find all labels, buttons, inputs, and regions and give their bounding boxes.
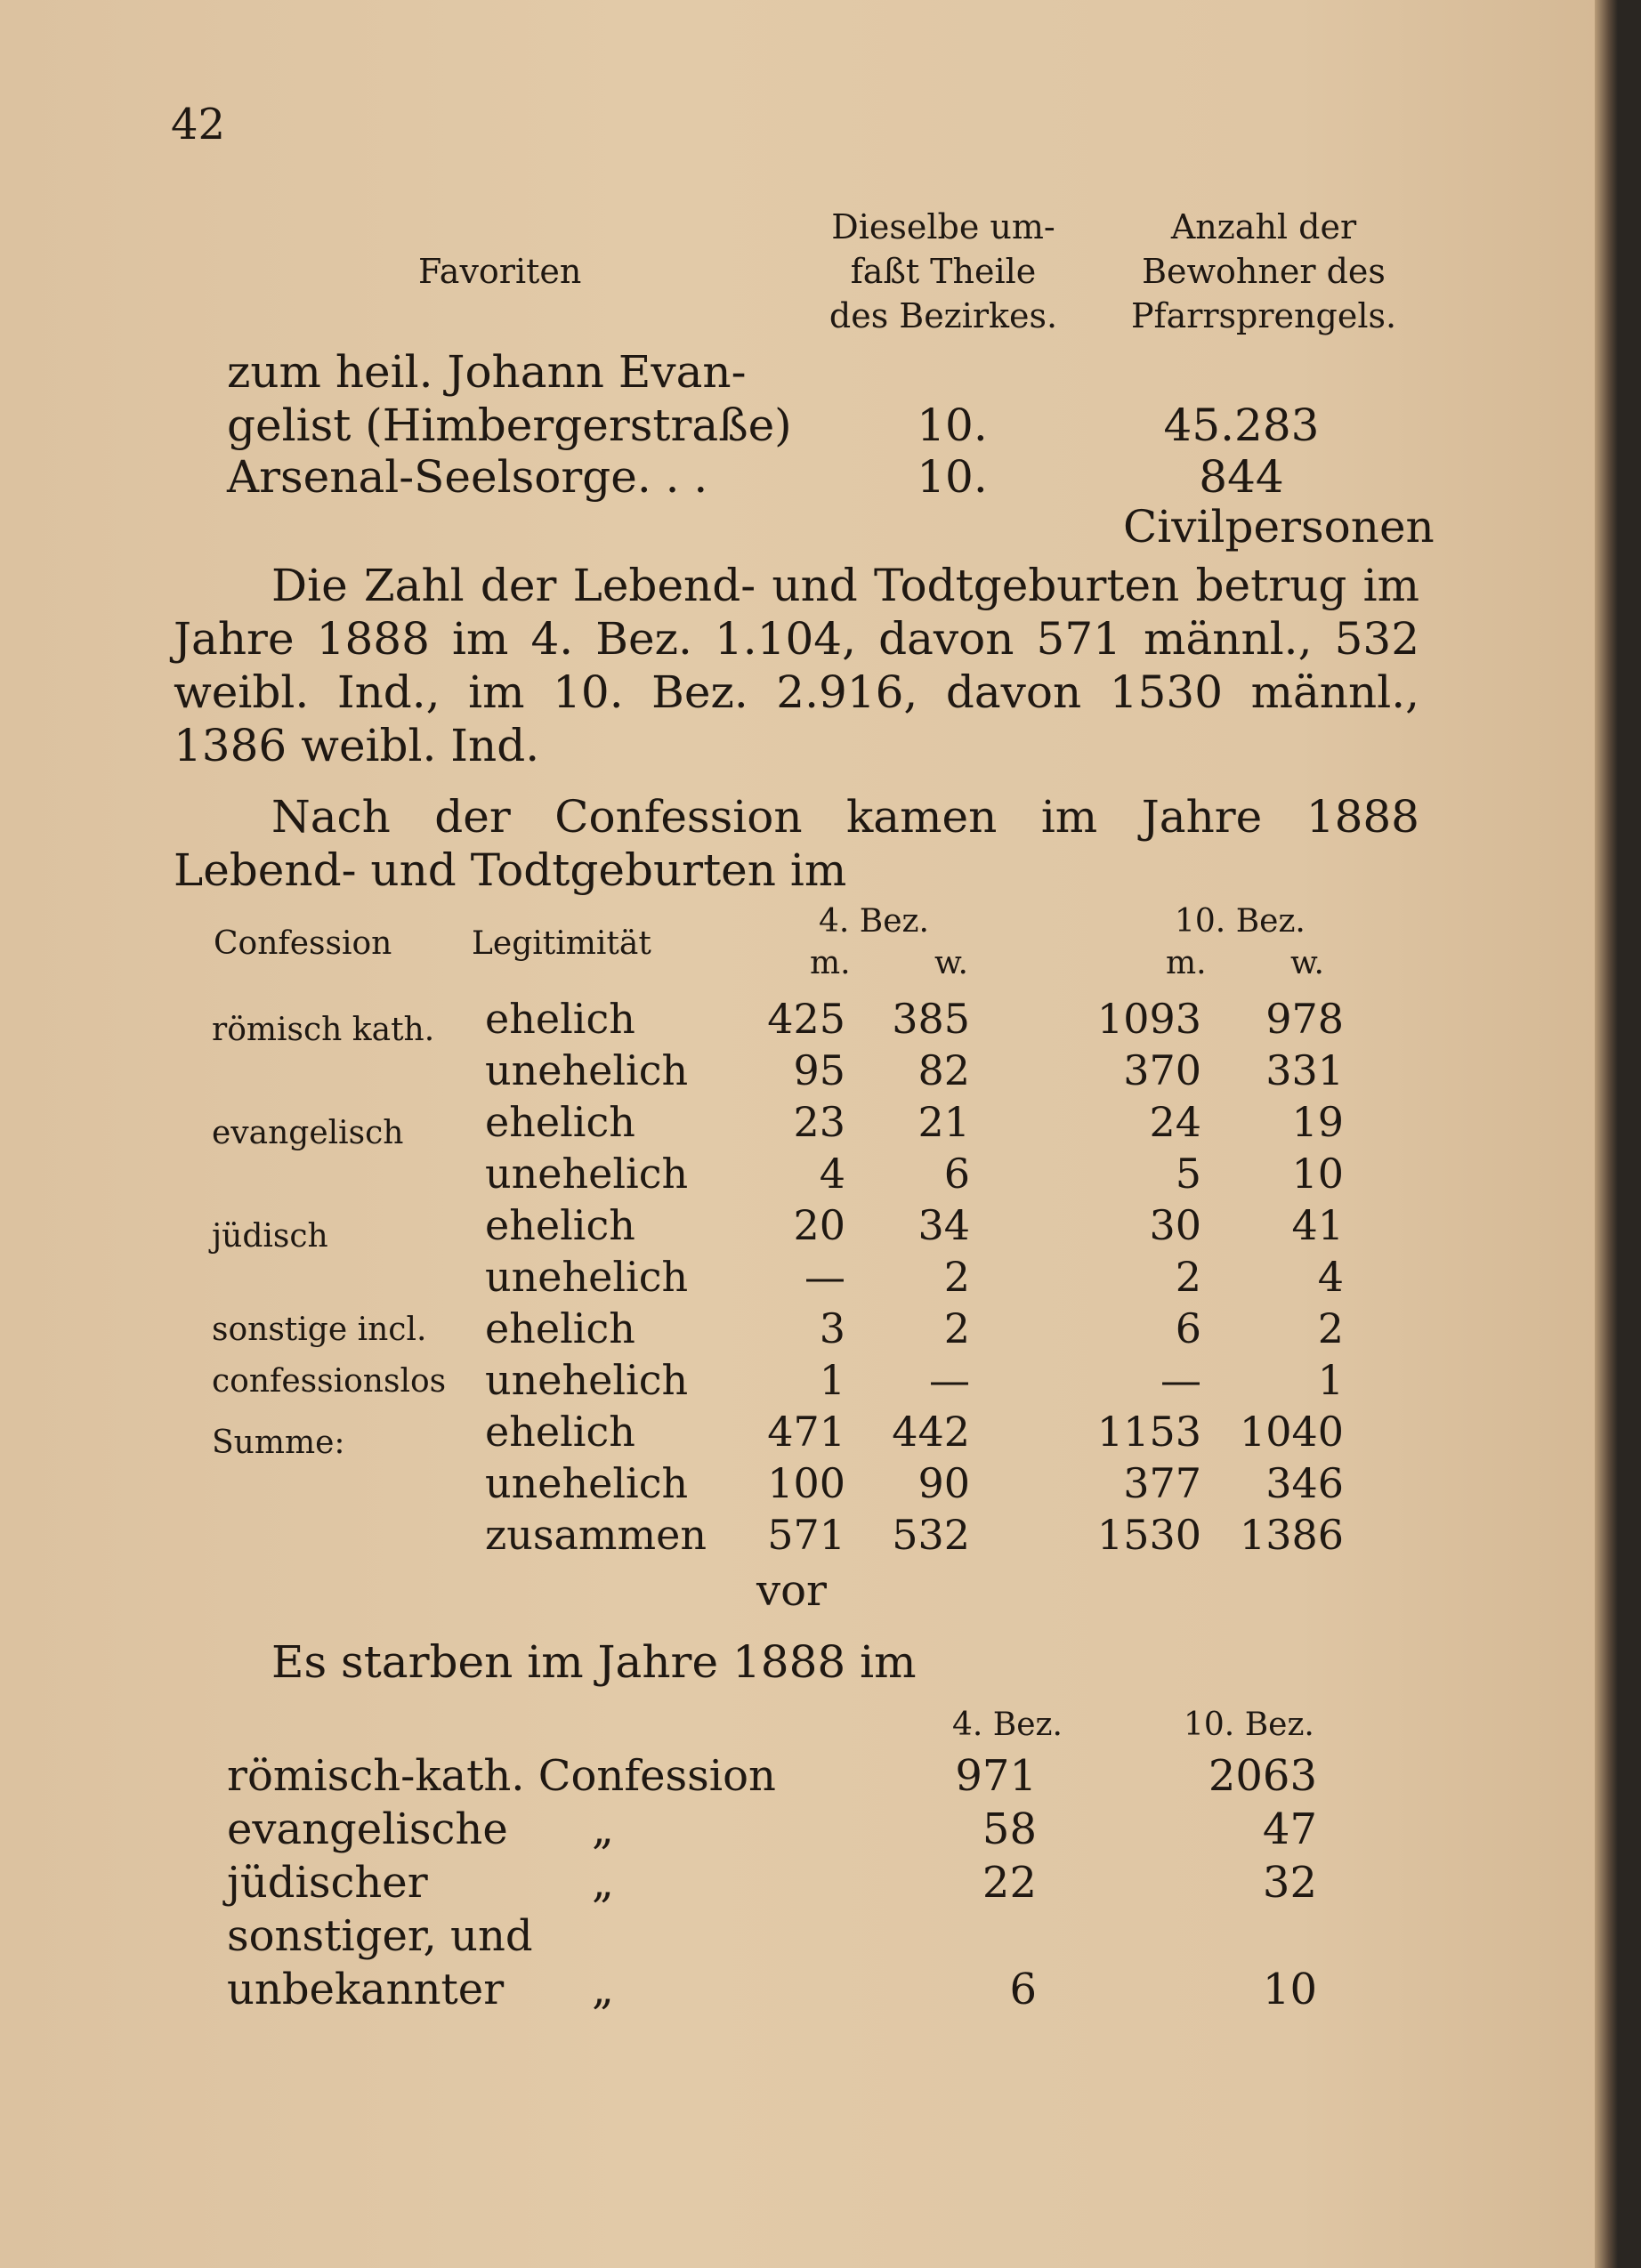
deaths-cell-bez10: 32 (1262, 1858, 1317, 1908)
parish-name-line1: zum heil. Johann Evan- (227, 346, 747, 398)
births-cell: 2 (943, 1304, 970, 1352)
parish-district: 10. (917, 400, 988, 451)
births-cell: 19 (1291, 1098, 1344, 1146)
births-cell: 377 (1123, 1459, 1201, 1507)
births-cell: 100 (767, 1459, 845, 1507)
births-cell: 24 (1149, 1098, 1201, 1146)
births-table-footer: vor (756, 1566, 827, 1616)
births-cell: 978 (1265, 995, 1344, 1043)
deaths-cell-bez10: 47 (1262, 1804, 1317, 1854)
paragraph-births: Die Zahl der Lebend- und Todtgeburten betrug im Jahre 1888 im 4. Bez. 1.104, davon 571 männl., 532 weibl. Ind., im 10. Bez. 2.916, davon 1530 männl., 1386 weibl. Ind. (174, 560, 1419, 771)
parish-count: 45.283 (1163, 400, 1320, 451)
births-cell: 1 (819, 1356, 845, 1404)
legitimacy-label: ehelich (485, 1098, 635, 1146)
deaths-cell-bez4: 6 (1009, 1965, 1037, 2014)
births-cell: — (929, 1356, 970, 1404)
header-bez10: 10. Bez. (1175, 903, 1306, 940)
header-bez4-m: m. (810, 945, 851, 981)
births-cell: 4 (1317, 1253, 1344, 1301)
births-cell: 442 (892, 1408, 970, 1456)
col1-header-line3: des Bezirkes. (829, 296, 1058, 335)
births-cell: 34 (918, 1201, 970, 1249)
births-cell: 1386 (1239, 1511, 1344, 1559)
births-cell: 2 (1175, 1253, 1201, 1301)
col2-header-line2: Bewohner des (1142, 252, 1386, 291)
legitimacy-label: ehelich (485, 1201, 635, 1249)
header-bez10-w: w. (1290, 945, 1324, 981)
deaths-row-label: unbekannter (227, 1965, 505, 2014)
births-cell: 331 (1265, 1046, 1344, 1094)
header-confession: Confession (214, 925, 392, 962)
deaths-row-label: römisch-kath. Confession (227, 1751, 776, 1801)
col1-header-line1: Dieselbe um- (831, 207, 1055, 246)
births-cell: 90 (918, 1459, 970, 1507)
deaths-cell-bez4: 58 (982, 1804, 1037, 1854)
header-bez10-m: m. (1166, 945, 1207, 981)
legitimacy-label: unehelich (485, 1150, 689, 1198)
confession-label: Summe: (212, 1425, 345, 1461)
parish-name-line2: gelist (Himbergerstraße) (227, 400, 792, 451)
confession-label: evangelisch (212, 1115, 404, 1151)
births-cell: 6 (943, 1150, 970, 1198)
births-cell: 1153 (1096, 1408, 1201, 1456)
confession-label: sonstige incl. (212, 1312, 427, 1348)
legitimacy-label: ehelich (485, 995, 635, 1043)
births-cell: 2 (1317, 1304, 1344, 1352)
arsenal-district: 10. (917, 451, 988, 503)
births-cell: 30 (1149, 1201, 1201, 1249)
count-note: Civilpersonen (1123, 501, 1435, 553)
legitimacy-label: unehelich (485, 1253, 689, 1301)
legitimacy-label: unehelich (485, 1356, 689, 1404)
ditto-mark: „ (592, 1965, 614, 2014)
births-cell: 571 (767, 1511, 845, 1559)
deaths-row-label: sonstiger, und (227, 1911, 533, 1961)
births-cell: 532 (892, 1511, 970, 1559)
births-cell: 1040 (1239, 1408, 1344, 1456)
header-bez4-w: w. (934, 945, 968, 981)
header-legitimacy: Legitimität (472, 925, 651, 962)
births-cell: — (1160, 1356, 1201, 1404)
legitimacy-label: ehelich (485, 1304, 635, 1352)
paragraph-confession: Nach der Confession kamen im Jahre 1888 Lebend- und Todtgeburten im (174, 791, 1419, 896)
births-cell: 20 (793, 1201, 845, 1249)
col1-header-line2: faßt Theile (850, 252, 1037, 291)
deaths-cell-bez10: 10 (1262, 1965, 1317, 2014)
deaths-row-label: jüdischer (227, 1858, 428, 1908)
legitimacy-label: unehelich (485, 1046, 689, 1094)
confession-label: jüdisch (212, 1218, 328, 1255)
deaths-cell-bez4: 22 (982, 1858, 1037, 1908)
deaths-cell-bez4: 971 (955, 1751, 1037, 1801)
confession-label: römisch kath. (212, 1012, 435, 1048)
births-cell: 21 (918, 1098, 970, 1146)
births-cell: 1093 (1096, 995, 1201, 1043)
legitimacy-label: zusammen (485, 1511, 707, 1559)
header-bez4: 4. Bez. (819, 903, 929, 940)
births-cell: 82 (918, 1046, 970, 1094)
deaths-header-bez10: 10. Bez. (1184, 1707, 1314, 1743)
births-cell: — (804, 1253, 845, 1301)
births-cell: 10 (1291, 1150, 1344, 1198)
births-cell: 425 (767, 995, 845, 1043)
deaths-cell-bez10: 2063 (1208, 1751, 1317, 1801)
confession-label: confessionslos (212, 1363, 447, 1400)
legitimacy-label: ehelich (485, 1408, 635, 1456)
births-cell: 1 (1317, 1356, 1344, 1404)
col2-header-line3: Pfarrsprengels. (1130, 296, 1397, 335)
legitimacy-label: unehelich (485, 1459, 689, 1507)
paragraph-deaths: Es starben im Jahre 1888 im (271, 1636, 917, 1688)
col2-header-line1: Anzahl der (1170, 207, 1357, 246)
arsenal-count: 844 (1199, 451, 1284, 503)
births-cell: 2 (943, 1253, 970, 1301)
ditto-mark: „ (592, 1804, 614, 1854)
births-cell: 471 (767, 1408, 845, 1456)
births-cell: 346 (1265, 1459, 1344, 1507)
deaths-row-label: evangelische (227, 1804, 508, 1854)
births-cell: 1530 (1096, 1511, 1201, 1559)
district-label: Favoriten (418, 252, 582, 291)
births-cell: 41 (1291, 1201, 1344, 1249)
births-cell: 385 (892, 995, 970, 1043)
births-cell: 3 (819, 1304, 845, 1352)
deaths-header-bez4: 4. Bez. (952, 1707, 1063, 1743)
arsenal-name: Arsenal-Seelsorge. . . (227, 451, 708, 503)
births-cell: 23 (793, 1098, 845, 1146)
ditto-mark: „ (592, 1858, 614, 1908)
births-cell: 95 (793, 1046, 845, 1094)
births-cell: 6 (1175, 1304, 1201, 1352)
page-number: 42 (171, 100, 226, 149)
births-cell: 5 (1175, 1150, 1201, 1198)
births-cell: 4 (819, 1150, 845, 1198)
births-cell: 370 (1123, 1046, 1201, 1094)
